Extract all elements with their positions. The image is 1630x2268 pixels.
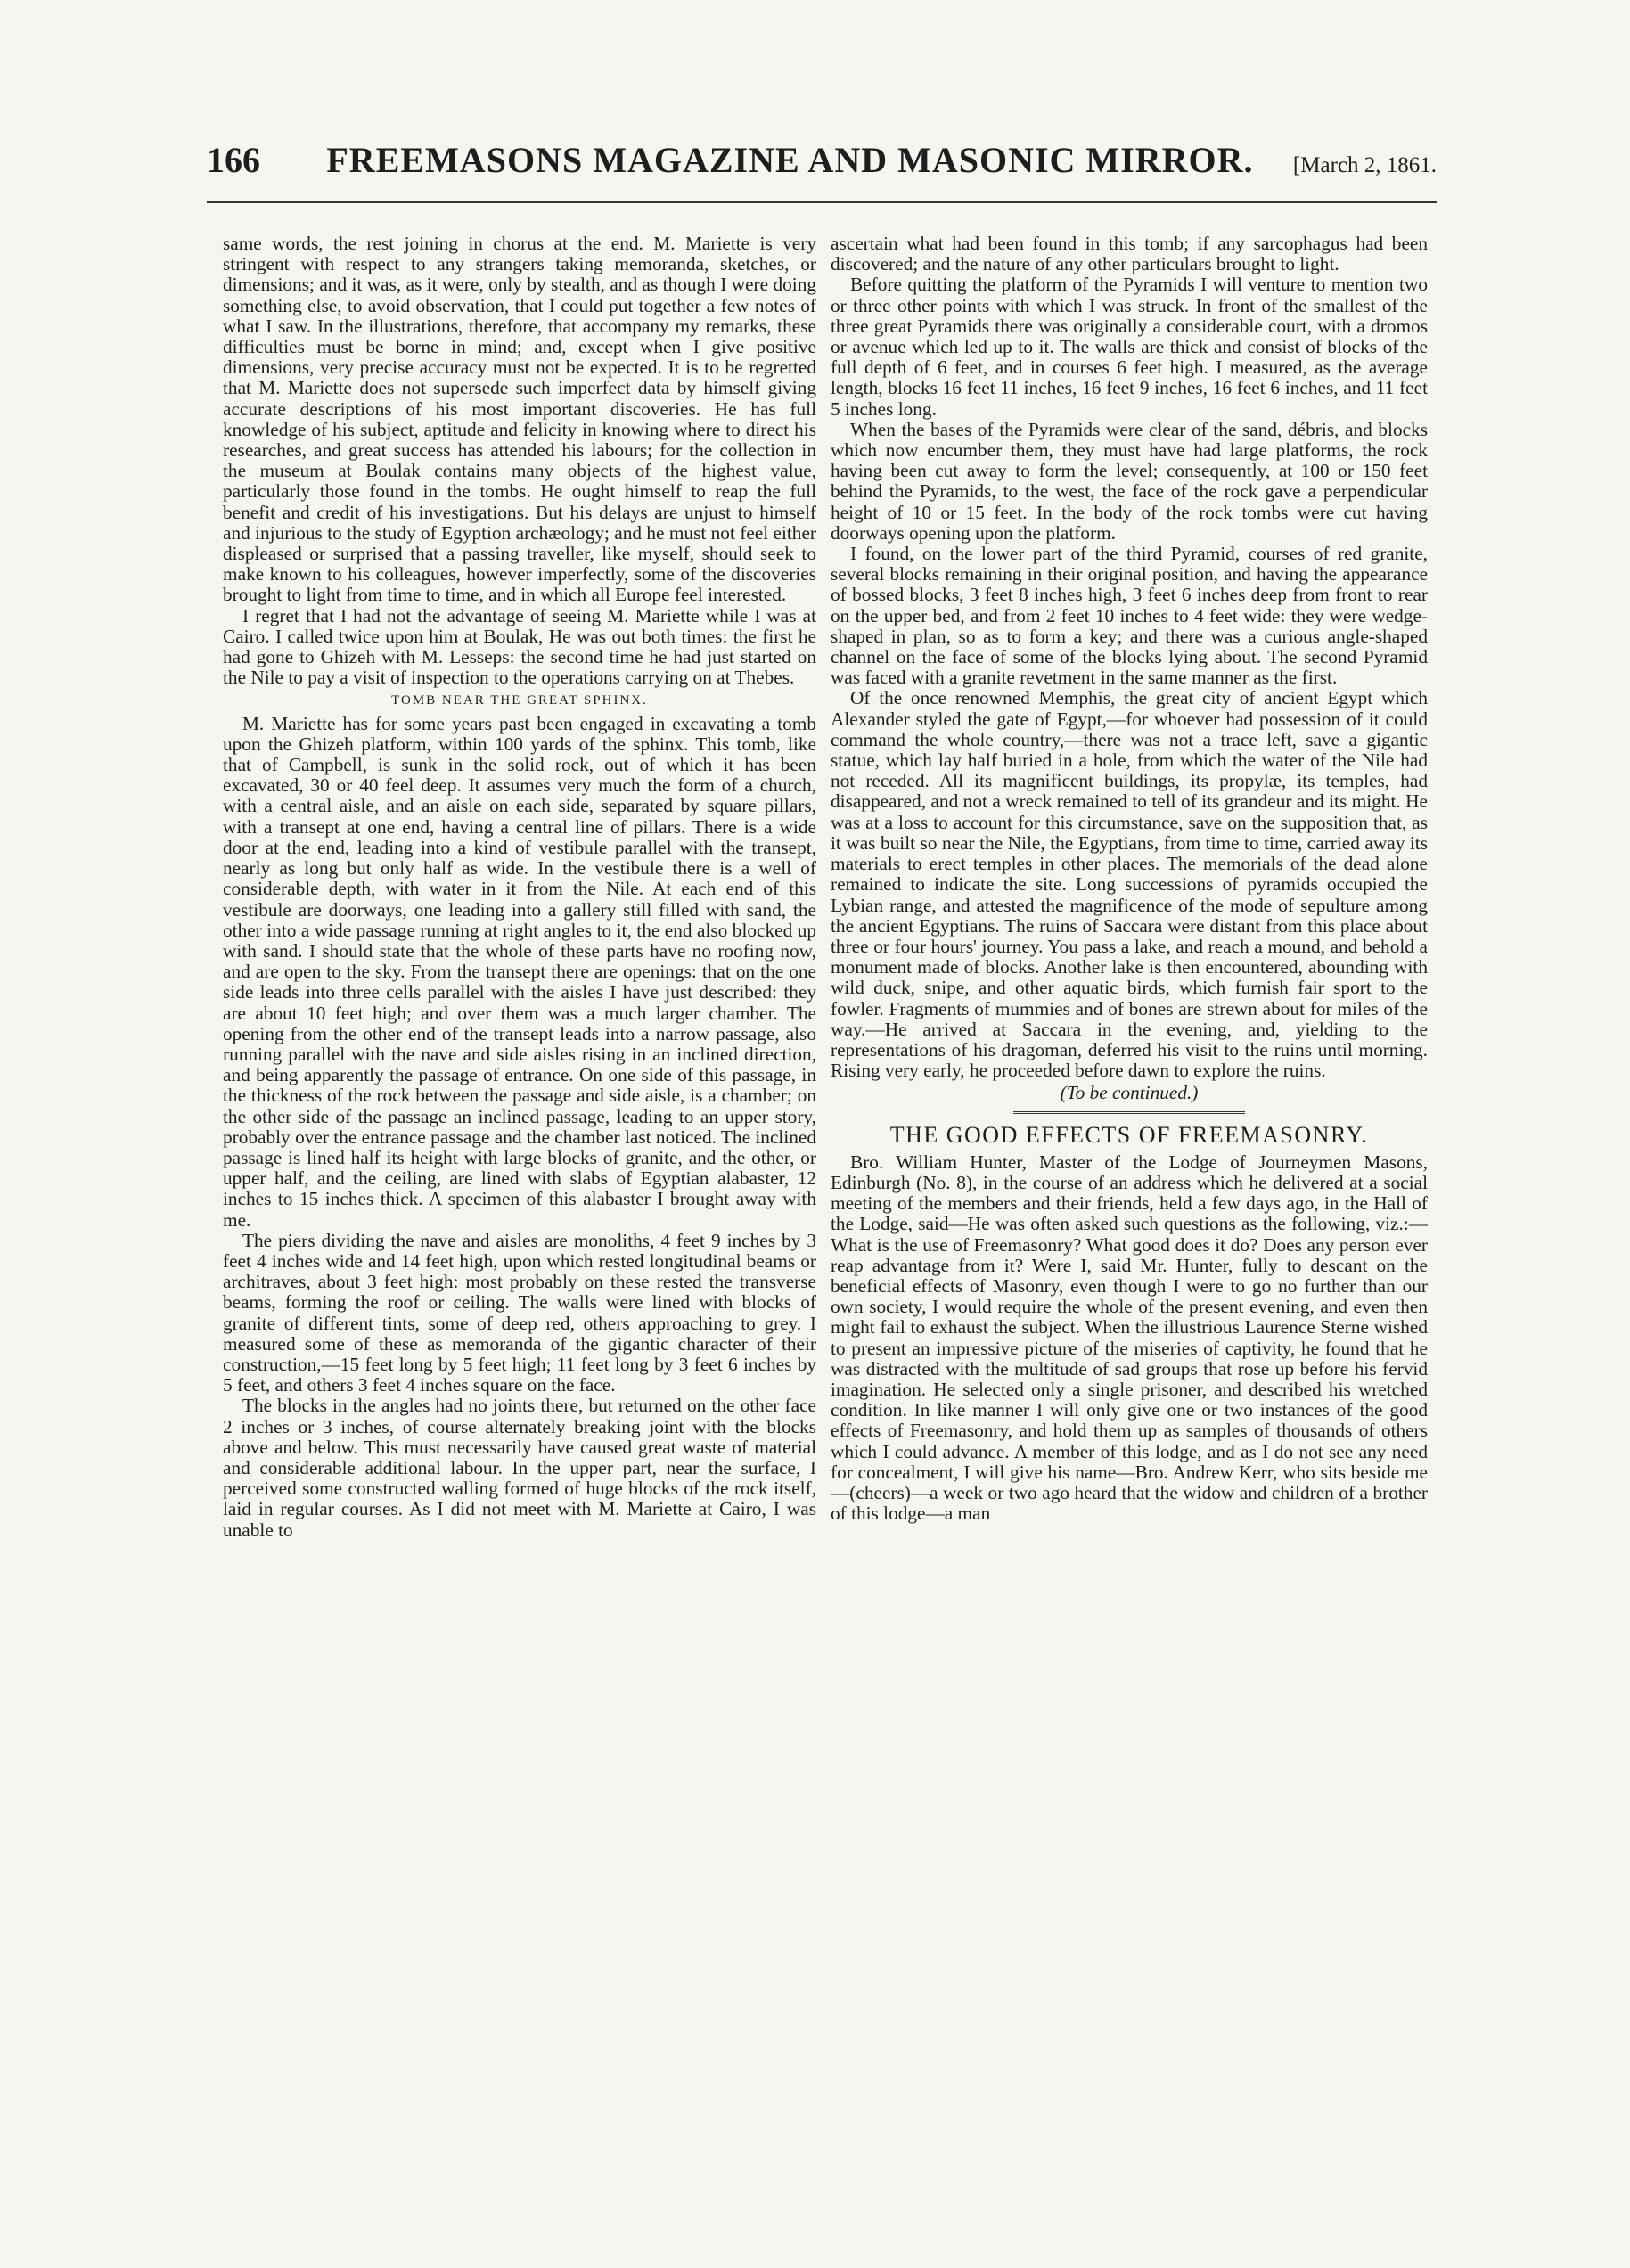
page-header (207, 139, 1437, 192)
paragraph: The blocks in the angles had no joints there, but returned on the other face 2 inches or 3 inches, of course alternately breaking joint with the blocks above and below. This must necessarily have caused great waste of material and considerable additional labour. In the upper part, near the surface, I perceived some constructed walling formed of huge blocks of the rock itself, laid in regular courses. As I did not meet with M. Mariette at Cairo, I was unable to (223, 1395, 816, 1541)
paragraph: M. Mariette has for some years past been engaged in excavating a tomb upon the Ghizeh platform, within 100 yards of the sphinx. This tomb, like that of Campbell, is sunk in the solid rock, out of which it has been excavated, 30 or 40 feel deep. It assumes very much the form of a church, with a central aisle, and an aisle on each side, separated by square pillars, with a transept at one end, having a central line of pillars. There is a wide door at the end, leading into a kind of vestibule parallel with the transept, nearly as long but only half as wide. In the vestibule there is a well of considerable depth, with water in it from the Nile. At each end of this vestibule are doorways, one leading into a gallery still filled with sand, the other into a wide passage running at right angles to it, the end also blocked up with sand. I should state that the whole of these parts have no roofing now, and are open to the sky. From the transept there are openings: that on the one side leads into three cells parallel with the aisles I have just described: they are about 10 feet high; and over them was a much larger chamber. The opening from the other end of the transept leads into a narrow passage, also running parallel with the nave and side aisles rising in an inclined direction, and being apparently the passage of entrance. On one side of this passage, in the thickness of the rock between the passage and side aisle, is a chamber; on the other side of the passage an inclined passage, leading to an upper story, probably over the entrance passage and the chamber last noticed. The inclined passage is lined half its height with large blocks of granite, and the other, or upper half, and the ceiling, are lined with slabs of Egyptian alabaster, 12 inches to 15 inches thick. A specimen of this alabaster I brought away with me. (223, 712, 816, 1231)
issue-date: [March 2, 1861. (1292, 153, 1437, 177)
masthead-title: FREEMASONS MAGAZINE AND MASONIC MIRROR. (326, 140, 1254, 180)
paragraph: Bro. William Hunter, Master of the Lodge of Journeymen Masons, Edinburgh (No. 8), in the course of an address which he delivered at a social meeting of the members and their friends, held a few days ago, in the Hall of the Lodge, said—He was often asked such questions as the following, viz.:—What is the use of Freemasonry? What good does it do? Does any person ever reap advantage from it? Were I, said Mr. Hunter, fully to descant on the beneficial effects of Masonry, even though I were to go no further than our own society, I would require the whole of the present evening, and even then might fail to exhaust the subject. When the illustrious Laurence Sterne wished to present an impressive picture of the miseries of captivity, he found that he was distracted with the multitude of sad groups that rose up before his fervid imagination. He selected only a single prisoner, and described his wretched condition. In like manner I will only give one or two instances of the good effects of Freemasonry, and hold them up as samples of thousands of others which I could advance. A member of this lodge, and as I do not see any need for concealment, I will give his name—Bro. Andrew Kerr, who sits beside me—(cheers)—a week or two ago heard that the widow and children of a brother of this lodge—a man (831, 1150, 1428, 1525)
section-heading: TOMB NEAR THE GREAT SPHINX. (391, 693, 648, 708)
paragraph: ascertain what had been found in this tomb; if any sarcophagus had been discovered; and the nature of any other particulars brought to light. (831, 233, 1428, 275)
paragraph: Before quitting the platform of the Pyramids I will venture to mention two or three other points with which I was struck. In front of the smallest of the three great Pyramids there was originally a considerable court, with a dromos or avenue which led up to it. The walls are thick and consist of blocks of the full depth of 6 feet, and in courses 6 feet high. I measured, as the average length, blocks 16 feet 11 inches, 16 feet 9 inches, 16 feet 6 inches, and 11 feet 5 inches long. (831, 274, 1428, 420)
paragraph: I regret that I had not the advantage of seeing M. Mariette while I was at Cairo. I called twice upon him at Boulak, He was out both times: the first he had gone to Ghizeh with M. Lesseps: the second time he had just started on the Nile to pay a visit of inspection to the operations carrying on at Thebes. (223, 604, 816, 689)
paragraph: I found, on the lower part of the third Pyramid, courses of red granite, several blocks remaining in their original position, and having the appearance of bossed blocks, 3 feet 8 inches high, 3 feet 6 inches deep from front to rear on the upper bed, and from 2 feet 10 inches to 4 feet wide: they were wedge-shaped in plan, so as to form a key; and there was a curious angle-shaped channel on the face of some of the blocks lying about. The second Pyramid was faced with a granite revetment in the same manner as the first. (831, 543, 1428, 689)
to-be-continued-note: (To be continued.) (1060, 1082, 1199, 1104)
article-separator-rule (1013, 1111, 1245, 1114)
paragraph: The piers dividing the nave and aisles are monoliths, 4 feet 9 inches by 3 feet 4 inches wide and 14 feet high, upon which rested longitudinal beams or architraves, about 3 feet high: most probably on these rested the transverse beams, forming the roof or ceiling. The walls were lined with blocks of granite of different tints, some of deep red, others approaching to grey. I measured some of these as memoranda of the gigantic character of their construction,—15 feet long by 5 feet high; 11 feet long by 3 feet 6 inches by 5 feet, and others 3 feet 4 inches square on the face. (223, 1229, 816, 1396)
paragraph: Of the once renowned Memphis, the great city of ancient Egypt which Alexander styled the gate of Egypt,—for whoever had possession of it could command the whole country,—there was not a trace left, save a gigantic statue, which lay half buried in a hole, from which the water of the Nile had not receded. All its magnificent buildings, its propylæ, its temples, had disappeared, and not a wreck remained to tell of its grandeur and its might. He was at a loss to account for this circumstance, save on the supposition that, as it was built so near the Nile, the Egyptians, from time to time, carried away its materials to erect temples in other places. The memorials of the dead alone remained to indicate the site. Long successions of pyramids occupied the Lybian range, and attested the magnificence of the mode of sepulture among the ancient Egyptians. The ruins of Saccara were distant from this place about three or four hours' journey. You pass a lake, and reach a mound, and behold a monument made of blocks. Another lake is then encountered, abounding with wild duck, snipe, and other aquatic birds, which furnish fair sport to the fowler. Fragments of mummies and of bones are strewn about for miles of the way.—He arrived at Saccara in the evening, and, yielding to the representations of his dragoman, deferred his visit to the ruins until morning. Rising very early, he proceeded before dawn to explore the ruins. (831, 687, 1428, 1082)
page-number: 166 (207, 140, 260, 180)
article-title: THE GOOD EFFECTS OF FREEMASONRY. (889, 1121, 1369, 1148)
paragraph: same words, the rest joining in chorus at the end. M. Mariette is very stringent with respect to any strangers taking memoranda, sketches, or dimensions; and it was, as it were, only by stealth, and as though I were doing something else, to avoid observation, that I could put together a few notes of what I saw. In the illustrations, therefore, that accompany my remarks, these difficulties must be borne in mind; and, except when I give positive dimensions, very precise accuracy must not be expected. It is to be regretted that M. Mariette does not supersede such imperfect data by himself giving accurate descriptions of his most important discoveries. He has full knowledge of his subject, aptitude and felicity in knowing where to direct his researches, and great success has attended his labours; for the collection in the museum at Boulak contains many objects of the highest value, particularly those found in the tombs. He ought himself to reap the full benefit and credit of his investigations. But his delays are unjust to himself and injurious to the study of Egyption archæology; and he must not feel either displeased or surprised that a passing traveller, like myself, should seek to make known to his colleagues, however imperfectly, some of the discoveries brought to light from time to time, and in which all Europe feel interested. (223, 233, 816, 606)
paragraph: When the bases of the Pyramids were clear of the sand, débris, and blocks which now encumber them, they must have had large platforms, the rock having been cut away to form the level; consequently, at 100 or 150 feet behind the Pyramids, to the west, the face of the rock gave a perpendicular height of 10 or 15 feet. In the body of the rock tombs were cut having doorways opening upon the platform. (831, 418, 1428, 544)
left-column (223, 233, 816, 1541)
right-column (831, 233, 1428, 1524)
header-rule (207, 201, 1437, 209)
